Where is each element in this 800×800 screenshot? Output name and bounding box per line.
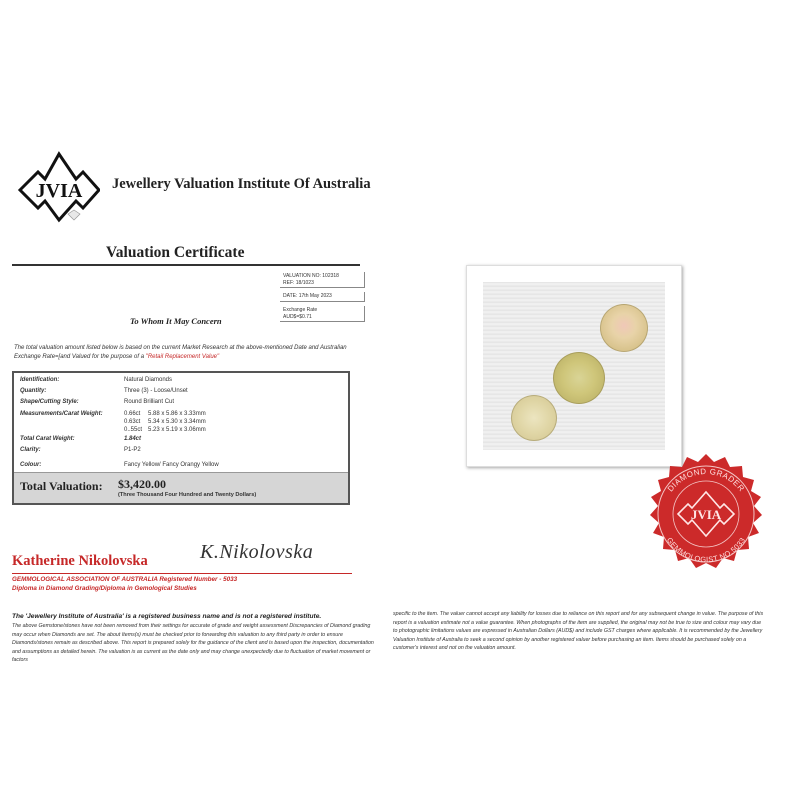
exchange-rate-label: Exchange Rate	[283, 307, 318, 313]
diamond-icon	[68, 210, 80, 220]
disclaimer-heading: The 'Jewellery Institute of Australia' is a registered business name and is not a registered institute.	[12, 613, 322, 620]
disclaimer-left-column: The above Gemstone/stones have not been removed from their settings for accurate of grade and weight assessment Discrepancies of Diamond grading may occur when Diamonds are set. The about Items(s) must be checked prior to forwarding this valuation to any third party in order to ensure Diamonds/stones remain as described above. This report is prepared solely for the guidance of the client and is based upon the inspection, documentation and assumptions as detailed herein. The valuation is as current as the date only and may change unexpectedly due to fluctuation of market movement or factors	[12, 623, 374, 664]
identification-value: Natural Diamonds	[124, 377, 173, 383]
association-registration: GEMMOLOGICAL ASSOCIATION OF AUSTRALIA Registered Number - 5033	[12, 576, 238, 583]
exchange-rate-box	[280, 306, 365, 322]
total-valuation-amount: $3,420.00	[118, 477, 166, 491]
intro-text: The total valuation amount listed below is based on the current Market Research at the above-mentioned Date and Australian Exchange Rate=[and Valued for the purpose of a	[14, 345, 347, 360]
stone-3-dims: 5.23 x 5.19 x 3.06mm	[148, 427, 206, 433]
identification-label: Identification:	[20, 377, 60, 383]
salutation: To Whom It May Concern	[130, 316, 222, 326]
signer-name: Katherine Nikolovska	[12, 553, 148, 569]
measurements-label: Measurements/Carat Weight:	[20, 411, 103, 417]
clarity-value: P1-P2	[124, 447, 141, 453]
shape-value: Round Brilliant Cut	[124, 399, 175, 405]
signature-underline	[12, 573, 352, 574]
total-carat-label: Total Carat Weight:	[20, 436, 75, 442]
quantity-value: Three (3) - Loose/Unset	[124, 388, 188, 394]
quantity-label: Quantity:	[20, 388, 47, 394]
stone-yellow-small	[511, 395, 557, 441]
valuation-date: DATE: 17th May 2023	[283, 293, 332, 299]
institute-name: Jewellery Valuation Institute Of Australia	[112, 176, 371, 192]
shape-label: Shape/Cutting Style:	[20, 399, 79, 405]
disclaimer-right-column: specific to the item. The valuer cannot accept any liability for losses due to reliance on this report and for any subsequent change in value. The purpose of this report is a valuation estimate not a value guarantee. When photographs of the item are supplied, the original may not be true to size and colour may vary due to photographic limitations values are expressed in Australian Dollars (AUD$) and include GST charges where applicable. It is recommended by the Jewellery Valuation Institute of Australia to seek a second opinion by another registered valuer before purchasing an item. Items should be purchased solely on a customer's interest and not on the valuation amount.	[393, 611, 764, 652]
date-box	[280, 292, 365, 302]
stone-3-carat: 0..55ct	[124, 427, 143, 433]
total-valuation-bar	[14, 472, 348, 503]
stone-1-carat: 0.66ct	[124, 411, 141, 417]
logo-text: JVIA	[35, 180, 83, 202]
seal-center-text: JVIA	[690, 507, 722, 522]
intro-highlight: "Retail Replacement Value"	[145, 353, 220, 360]
stone-2-carat: 0.63ct	[124, 419, 141, 425]
colour-label: Colour:	[20, 462, 42, 468]
handwritten-signature: K.Nikolovska	[200, 541, 314, 563]
stones-photo	[483, 282, 665, 450]
details-table	[12, 371, 350, 505]
stone-orangy-yellow	[600, 304, 648, 352]
title-divider	[12, 264, 360, 266]
stones-photo-frame	[466, 265, 682, 467]
stone-1-dims: 5.88 x 5.86 x 3.33mm	[148, 411, 206, 417]
diploma-credentials: Diploma in Diamond Grading/Diploma in Gemological Studies	[12, 585, 197, 592]
seal-bottom-text: GEMMOLOGIST NO.5033	[664, 535, 748, 565]
seal-top-text: DIAMOND GRADER	[665, 466, 747, 494]
stone-2-dims: 5.34 x 5.30 x 3.34mm	[148, 419, 206, 425]
intro-paragraph	[14, 344, 364, 361]
diamond-grader-seal	[642, 452, 770, 580]
total-valuation-words: (Three Thousand Four Hundred and Twenty Dollars)	[118, 492, 257, 498]
valuation-number-box	[280, 272, 365, 288]
clarity-label: Clarity:	[20, 447, 41, 453]
reference-number: REF: 18/1023	[283, 279, 314, 286]
stone-yellow-large	[553, 352, 605, 404]
certificate-title: Valuation Certificate	[106, 244, 245, 261]
total-carat-value: 1.84ct	[124, 436, 142, 442]
valuation-number: VALUATION NO: 102318	[283, 273, 339, 279]
total-valuation-label: Total Valuation:	[20, 479, 103, 493]
colour-value: Fancy Yellow/ Fancy Orangy Yellow	[124, 462, 219, 468]
exchange-rate-value: AUD$=$0.71	[283, 313, 312, 320]
jvia-logo	[14, 150, 100, 228]
